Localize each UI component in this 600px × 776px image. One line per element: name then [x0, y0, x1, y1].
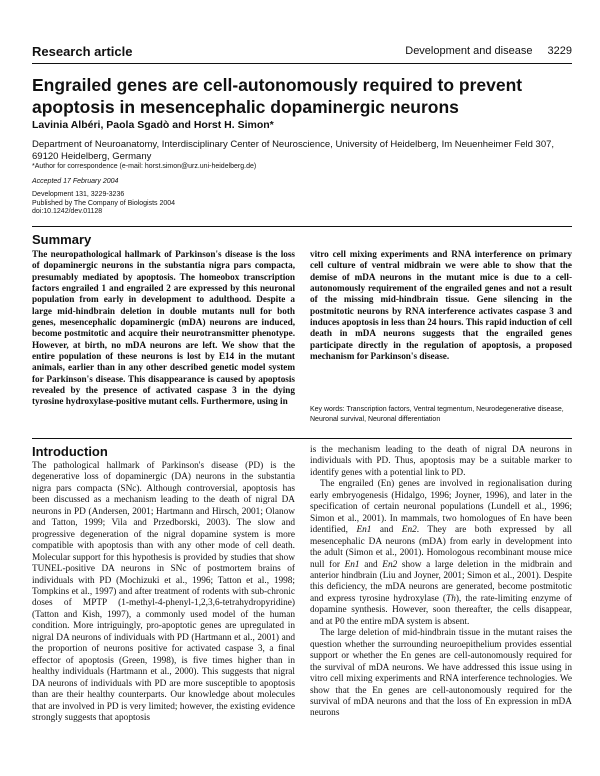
- summary-text-left: The neuropathological hallmark of Parkinson's disease is the loss of dopaminergic neurons in the substantia nigra pars compacta, presumably mediated by apoptosis. The homeobox transcription factors engrailed 1 and engrailed 2 are expressed by this neuronal population from early in development to adulthood. Despite a large mid-hindbrain deletion in double mutants null for both genes, mesencephalic dopaminergic (mDA) neurons are induced, become postmitotic and acquire their neurotransmitter phenotype. However, at birth, no mDA neurons are left. We show that the entire population of these neurons is lost by E14 in the mutant animals, earlier than in any other described genetic model system for Parkinson's disease. This disappearance is caused by apoptosis revealed by the presence of activated caspase 3 in the dying tyrosine hydroxylase-positive mutant cells. Furthermore, using in: [32, 249, 295, 407]
- intro-paragraph-engrailed: [310, 479, 572, 628]
- section-label: Research article: [32, 44, 133, 59]
- gene-name-en1: En1: [356, 525, 372, 536]
- intro-rule: [32, 438, 572, 439]
- gene-name-th: Th: [446, 593, 456, 604]
- gene-name-en2: En2: [401, 525, 417, 536]
- text-run: show a large deletion in the midbrain and anterior hindbrain (Liu and Joyner, 2001; Simon et al., 2001). Despite this deficiency, the mDA neurons are generated, become postmitotic and express tyrosine hydroxylase (: [310, 559, 573, 604]
- affiliation: Department of Neuroanatomy, Interdisciplinary Center of Neuroscience, University of Heidelberg, Im Neuenheimer Feld 307, 69120 Heidelberg, Germany: [32, 139, 555, 162]
- text-run: and: [359, 559, 383, 570]
- text-run: and: [371, 525, 402, 536]
- summary-text-right: vitro cell mixing experiments and RNA interference on primary cell culture of ventral midbrain we were able to show that the demise of mDA neurons in the mutant mice is due to a cell-autonomously requirement of the engrailed genes and not a result of the missing mid-hindbrain tissue. Gene silencing in the postmitotic neurons by RNA interference activates caspase 3 and induces apoptosis in less than 24 hours. This rapid induction of cell death in mDA neurons suggests that the engrailed genes participate directly in the regulation of apoptosis, a proposed mechanism for Parkinson's disease.: [310, 249, 572, 362]
- page-number: 3229: [547, 45, 572, 57]
- header-rule: [32, 63, 572, 64]
- volume-info: Development 131, 3229-3236: [32, 191, 125, 198]
- accepted-date: Accepted 17 February 2004: [32, 178, 119, 185]
- gene-name-en2: En2: [382, 559, 398, 570]
- summary-heading: Summary: [32, 232, 92, 247]
- introduction-heading: Introduction: [32, 444, 108, 459]
- publisher-info: Published by The Company of Biologists 2004: [32, 199, 176, 207]
- intro-paragraph: The large deletion of mid-hindbrain tissue in the mutant raises the question whether the surrounding neuroepithelium provides essential support or whether the En genes are cell-autonomously required for the survival of mDA neurons. We have addressed this issue using in vitro cell mixing experiments and RNA interference technologies. We show that the En genes are cell-autonomously required for the survival of mDA neurons and that the loss of En expression in mDA neurons: [310, 628, 572, 719]
- gene-name-en1: En1: [344, 559, 360, 570]
- author-list: Lavinia Albéri, Paola Sgadò and Horst H. Simon*: [32, 119, 274, 131]
- category-label: Development and disease: [405, 45, 533, 57]
- running-header: [32, 44, 572, 62]
- intro-column-left: [32, 461, 295, 724]
- doi-link[interactable]: doi:10.1242/dev.01128: [32, 208, 103, 215]
- article-title: Engrailed genes are cell-autonomously required to prevent apoptosis in mesencephalic dopaminergic neurons: [32, 75, 523, 117]
- publication-info: [32, 191, 175, 217]
- intro-column-right: [310, 445, 572, 720]
- intro-paragraph: The pathological hallmark of Parkinson's disease (PD) is the degenerative loss of dopaminergic (DA) neurons in the substantia nigra pars compacta (SNc). Although controversial, apoptosis has been discussed as a mechanism leading to the death of nigral DA neurons in PD (Andersen, 2001; Hartmann and Hirsch, 2001; Olanow and Tatton, 1999; Vila and Przedborski, 2003). The slow and progressive degeneration of the nigral dopamine system is more compatible with apoptosis than with any other mode of cell death. Molecular support for this hypothesis is provided by studies that show TUNEL-positive DA neurons in SNc of postmortem brains of individuals with PD (Mochizuki et al., 1996; Tatton et al., 1998; Tompkins et al., 1997) and after treatment of rodents with sub-chronic doses of MPTP (1-methyl-4-phenyl-1,2,3,6-tetrahydropyridine) (Tatton and Kish, 1997), a commonly used model of the human condition. More intriguingly, pro-apoptotic genes are upregulated in nigral DA neurons of individuals with PD (Hartmann et al., 2001) and the proportion of neurons positive for activated caspase 3, a final effector of apoptosis (Green, 1998), is five times higher than in healthy individuals (Hartmann et al., 2000). This suggests that nigral DA neurons of individuals with PD are more susceptible to apoptosis than are their healthy counterparts. Our knowledge about molecules that are involved in PD is very limited; however, the existing evidence strongly suggests that apoptosis: [32, 461, 295, 723]
- header-right: [405, 45, 572, 57]
- text-run: . They are both expressed by all mesencephalic DA neurons (mDA) from early in development into the adult (Simon et al., 2001). Homologous recombinant mouse mice null for: [310, 525, 573, 570]
- intro-paragraph: is the mechanism leading to the death of nigral DA neurons in individuals with PD. Thus, apoptosis may be a suitable marker to identify genes with a potential link to PD.: [310, 445, 572, 478]
- summary-rule: [32, 226, 572, 227]
- correspondence-note: *Author for correspondence (e-mail: horst.simon@urz.uni-heidelberg.de): [32, 163, 257, 170]
- keywords: Key words: Transcription factors, Ventral tegmentum, Neurodegenerative disease, Neuronal survival, Neuronal differentiation: [310, 406, 564, 423]
- text-run: The engrailed (En) genes are involved in regionalisation during early embryogenesis (Hidalgo, 1996; Joyner, 1996), and later in the specification of certain neuronal populations (Lundell et al., 1996; Simon et al., 2001). In mammals, two homologues of En have been identified,: [310, 479, 572, 536]
- text-run: ), the rate-limiting enzyme of dopamine synthesis. However, soon thereafter, the cells disappear, and at P0 the entire mDA system is absent.: [310, 593, 572, 627]
